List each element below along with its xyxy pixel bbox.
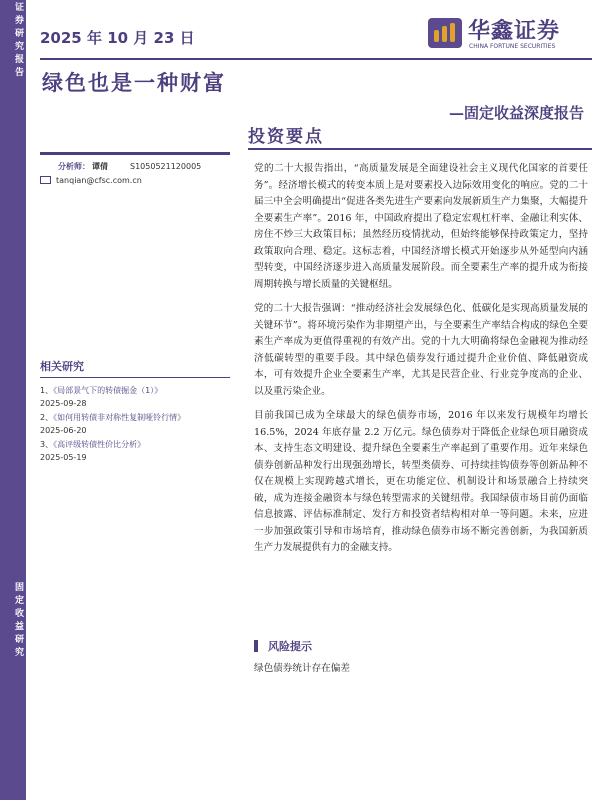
sidebar-bottom-label: 固定收益研究 [13,582,23,660]
logo-subtitle: CHINA FORTUNE SECURITIES [469,43,556,50]
risk-text: 绿色债券统计存在偏差 [254,663,350,674]
related-item [40,438,230,464]
analyst-email[interactable]: tanqian@cfsc.com.cn [56,176,142,185]
related-item [40,384,230,410]
related-research-title: 相关研究 [40,358,230,378]
risk-heading [254,638,312,654]
related-item-link[interactable]: 《局部景气下的转债掘金（1）》 [53,386,163,395]
header-divider [40,58,592,60]
related-item-date: 2025-05-19 [40,453,87,462]
risk-heading-label: 风险提示 [268,640,312,653]
related-item-number: 1、 [40,386,54,395]
related-research [40,358,230,465]
sidebar-top-label: 证券研究报告 [13,2,23,80]
analyst-divider [40,152,230,155]
related-item-link[interactable]: 《高评级转债性价比分析》 [53,440,146,449]
sidebar-band [0,0,26,800]
mail-icon [40,176,51,184]
analyst-row [40,161,230,172]
related-item-date: 2025-06-20 [40,426,87,435]
logo-name: 华鑫证券 [468,19,561,44]
report-date: 2025 年 10 月 23 日 [40,29,195,47]
analyst-name: 谭倩 [92,162,108,171]
body-paragraph: 党的二十大报告指出，“高质量发展是全面建设社会主义现代化国家的首要任务”。经济增长模式的转变本质上是对要素投入边际效用变化的响应。党的二十届三中全会明确提出“促进各类先进生产要素向发展新质生产力集聚，大幅提升全要素生产率”。2016 年，中国政府提出了稳定宏观杠杆率、金融让利实体、房住不炒三大政策目标；虽然经历疫情扰动，但始终能够保持政策定力，坚持政策取向合理、稳定。这标志着，中国经济增长模式开始逐步从外延型向内涵型转变，中国经济逐步进入高质量发展阶段。而全要素生产率的提升成为衔接周期转换与增长质量的关键枢纽。 [254,163,588,290]
analyst-email-row [40,175,230,185]
analyst-label: 分析师： [58,162,90,171]
related-item-date: 2025-09-28 [40,399,87,408]
analyst-block [40,152,230,185]
invest-body [254,161,588,565]
report-subtitle: —固定收益深度报告 [448,104,584,122]
body-paragraph: 目前我国已成为全球最大的绿色债券市场，2016 年以来发行规模年均增长 16.5%，2024 年底存量 2.2 万亿元。绿色债券对于降低企业绿色项目融资成本、支持生态文明建设、提升绿色全要素生产率起到了重要作用。近年来绿色债券创新品种发行出现强劲增长，转型类债券、可持续挂钩债券等创新品种不仅在规模上实现跨越式增长，更在功能定位、机制设计和场景融合上持续突破，成为连接金融资本与绿色转型需求的关键纽带。我国绿债市场目前仍面临信息披露、评估标准制定、发行方和投资者结构相对单一等问题。未来，应进一步加强政策引导和市场培育，推动绿色债券市场不断完善创新，为我国新质生产力发展提供有力的金融支持。 [254,410,588,553]
body-paragraph: 党的二十大报告强调：“推动经济社会发展绿色化、低碳化是实现高质量发展的关键环节”。将环境污染作为非期望产出，与全要素生产率结合构成的绿色全要素生产率成为更值得重视的有效产出。党的十九大明确将绿色金融视为推动经济低碳转型的重要手段。其中绿色债券发行通过提升企业价值、降低融资成本，可有效提升企业全要素生产率，尤其是民营企业、行业竞争度高的企业、以及重污染企业。 [254,303,588,397]
analyst-cert-number: S1050521120005 [130,162,202,171]
invest-highlights-heading: 投资要点 [248,127,324,147]
report-title: 绿色也是一种财富 [42,70,226,95]
company-logo [428,14,588,54]
related-item-number: 3、 [40,440,54,449]
logo-mark-icon [428,18,462,48]
related-item-number: 2、 [40,413,54,422]
related-item-link[interactable]: 《如何用转债非对称性复制哑铃行情》 [53,413,186,422]
risk-marker-icon [254,640,258,652]
invest-divider [248,148,592,150]
related-item [40,411,230,437]
